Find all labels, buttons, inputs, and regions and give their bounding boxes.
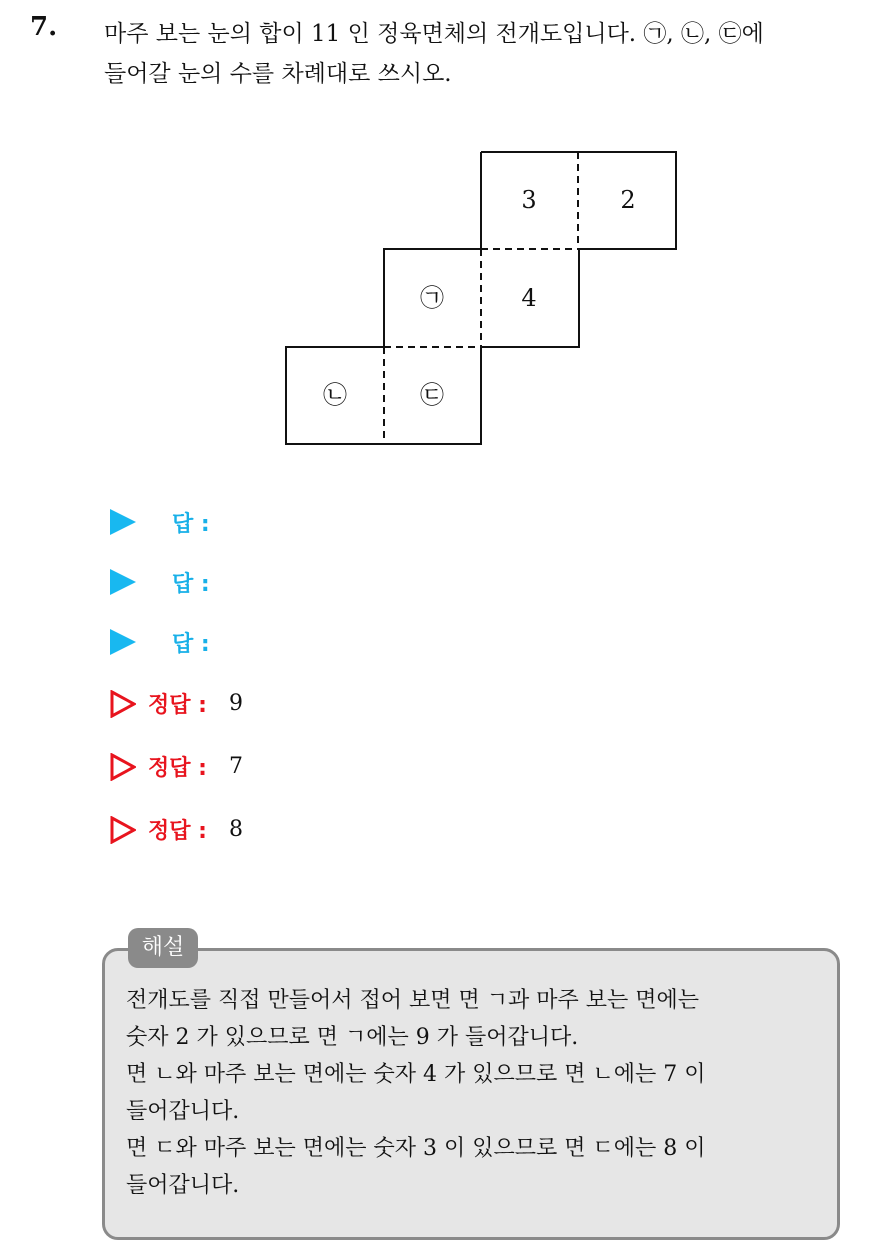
answer-key-label: 정답 :	[148, 693, 207, 718]
solution-line: 전개도를 직접 만들어서 접어 보면 면 ㄱ과 마주 보는 면에는	[126, 988, 699, 1013]
answer-key-row	[110, 735, 243, 798]
face-label-mid-right: 4	[521, 284, 537, 312]
solution-line: 들어갑니다.	[126, 1099, 240, 1124]
face-label-top-left: 3	[521, 186, 537, 214]
face-label-top-right: 2	[620, 186, 636, 214]
key-arrow-icon	[110, 690, 136, 718]
answer-arrow-icon	[110, 629, 136, 655]
solution-tag: 해설	[128, 928, 198, 968]
answer-label: 답 :	[172, 511, 210, 537]
face-label-bottom-left: ㉡	[323, 381, 347, 409]
question-number: 7.	[30, 12, 58, 42]
answer-arrow-icon	[110, 509, 136, 535]
answer-key-value: 8	[228, 817, 243, 842]
answer-key-row	[110, 672, 243, 735]
question-text	[104, 14, 864, 94]
answer-key-label: 정답 :	[148, 819, 207, 844]
face-label-bottom-right: ㉢	[420, 381, 444, 409]
question-line-1: 마주 보는 눈의 합이 11 인 정육면체의 전개도입니다. ㉠, ㉡, ㉢에	[104, 21, 764, 47]
key-arrow-icon	[110, 816, 136, 844]
answer-key-label: 정답 :	[148, 756, 207, 781]
key-arrow-icon	[110, 753, 136, 781]
solution-line: 면 ㄷ와 마주 보는 면에는 숫자 3 이 있으므로 면 ㄷ에는 8 이	[126, 1136, 706, 1161]
answer-key-row	[110, 798, 243, 861]
answer-section	[110, 492, 243, 861]
answer-arrow-icon	[110, 569, 136, 595]
answer-blank-row	[110, 492, 243, 552]
solution-text	[126, 982, 826, 1204]
answer-key-value: 9	[228, 691, 243, 716]
cube-net-diagram	[280, 146, 680, 446]
answer-blank-row	[110, 612, 243, 672]
answer-key-value: 7	[228, 754, 243, 779]
answer-blank-row	[110, 552, 243, 612]
solution-line: 면 ㄴ와 마주 보는 면에는 숫자 4 가 있으므로 면 ㄴ에는 7 이	[126, 1062, 706, 1087]
question-line-2: 들어갈 눈의 수를 차례대로 쓰시오.	[104, 61, 452, 87]
face-label-mid-left: ㉠	[420, 284, 444, 312]
solution-line: 숫자 2 가 있으므로 면 ㄱ에는 9 가 들어갑니다.	[126, 1025, 579, 1050]
answer-label: 답 :	[172, 571, 210, 597]
solution-line: 들어갑니다.	[126, 1173, 240, 1198]
answer-label: 답 :	[172, 631, 210, 657]
